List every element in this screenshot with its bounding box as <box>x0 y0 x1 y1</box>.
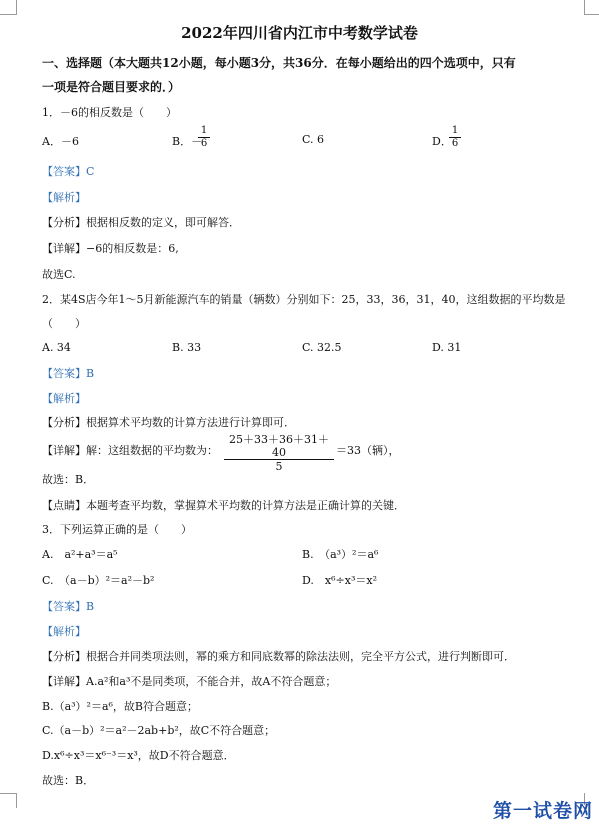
q1-jiexi-label: 【解析】 <box>42 191 86 204</box>
q2-jiexi-label: 【解析】 <box>42 392 86 405</box>
q2-detail-suffix: ＝33（辆）， <box>336 444 400 457</box>
q1-option-d-numerator: 1 <box>449 125 461 138</box>
q3-option-a: A. a²+a³＝a⁵ <box>42 548 118 561</box>
section-heading-line2: 一项是符合题目要求的．） <box>42 80 181 94</box>
q1-option-c: C. 6 <box>302 133 325 146</box>
q2-option-b: B. 33 <box>172 341 202 354</box>
q3-stem: 3．下列运算正确的是（ ） <box>42 523 192 536</box>
q3-jiexi-label: 【解析】 <box>42 625 86 638</box>
q2-conclusion: 故选：B． <box>42 473 95 486</box>
q1-analysis: 【分析】根据相反数的定义，即可解答． <box>42 216 240 229</box>
q2-stem-line2: （ ） <box>42 317 86 330</box>
q1-answer <box>42 163 94 179</box>
document-title: 2022年四川省内江市中考数学试卷 <box>181 24 418 42</box>
q2-stem-line1: 2．某4S店今年1～5月新能源汽车的销量（辆数）分别如下：25，33，36，31，40，这组数据的平均数是 <box>42 293 566 306</box>
q2-detail-prefix: 【详解】解：这组数据的平均数为： <box>42 444 218 457</box>
q1-answer-label: 【答案】C <box>42 165 95 178</box>
q2-fraction-numerator: 25＋33＋36＋31＋40 <box>224 433 334 460</box>
q3-option-c: C. （a－b）²＝a²－b² <box>42 574 155 587</box>
crop-mark-bottom-left-v <box>16 793 17 808</box>
q3-conclusion: 故选：B． <box>42 774 95 787</box>
q3-answer: 【答案】B <box>42 600 95 613</box>
crop-mark-top-right-v <box>584 0 585 15</box>
q3-detail: 【详解】A.a²和a³不是同类项，不能合并，故A不符合题意； <box>42 675 337 688</box>
q1-option-d-denominator: 6 <box>451 138 459 149</box>
crop-mark-top-left-h <box>0 14 16 15</box>
q1-option-d-fraction <box>449 125 461 150</box>
q3-line-b: B.（a³）²＝a⁶，故B符合题意； <box>42 700 199 713</box>
q3-line-c: C.（a－b）²＝a²－2ab+b²，故C不符合题意； <box>42 724 276 737</box>
q1-option-b-denominator: 6 <box>200 138 208 149</box>
q2-option-c: C. 32.5 <box>302 341 342 354</box>
q1-option-a: A．－6 <box>42 135 79 148</box>
q2-average-fraction <box>224 433 334 473</box>
q1-option-b-fraction <box>198 125 210 150</box>
q2-fraction-denominator: 5 <box>275 460 283 473</box>
crop-mark-top-right-h <box>584 14 599 15</box>
q1-stem: 1．－6的相反数是（ ） <box>42 106 177 119</box>
q2-answer: 【答案】B <box>42 367 95 380</box>
watermark-logo: 第一试卷网 <box>492 800 593 822</box>
q1-option-d-prefix: D． <box>432 135 452 148</box>
q1-detail: 【详解】−6的相反数是：6, <box>42 242 179 255</box>
q2-analysis: 【分析】根据算术平均数的计算方法进行计算即可． <box>42 416 295 429</box>
q1-conclusion: 故选C. <box>42 268 76 281</box>
q2-option-a: A. 34 <box>42 341 71 354</box>
q2-comment: 【点睛】本题考查平均数，掌握算术平均数的计算方法是正确计算的关键． <box>42 499 405 512</box>
q3-option-d: D. x⁶÷x³＝x² <box>302 574 377 587</box>
section-heading-line1: 一、选择题（本大题共12小题，每小题3分，共36分．在每小题给出的四个选项中，只有 <box>42 56 516 70</box>
q1-option-b-numerator: 1 <box>198 125 210 138</box>
q3-line-d: D.x⁶÷x³＝x⁶⁻³＝x³，故D不符合题意． <box>42 749 235 762</box>
q2-option-d: D. 31 <box>432 341 462 354</box>
crop-mark-bottom-left-h <box>0 793 16 794</box>
q3-analysis: 【分析】根据合并同类项法则，幂的乘方和同底数幂的除法法则，完全平方公式，进行判断即可． <box>42 650 515 663</box>
q1-option-b-prefix: B．－ <box>172 135 203 148</box>
q3-option-b: B. （a³）²＝a⁶ <box>302 548 379 561</box>
crop-mark-top-left-v <box>16 0 17 15</box>
